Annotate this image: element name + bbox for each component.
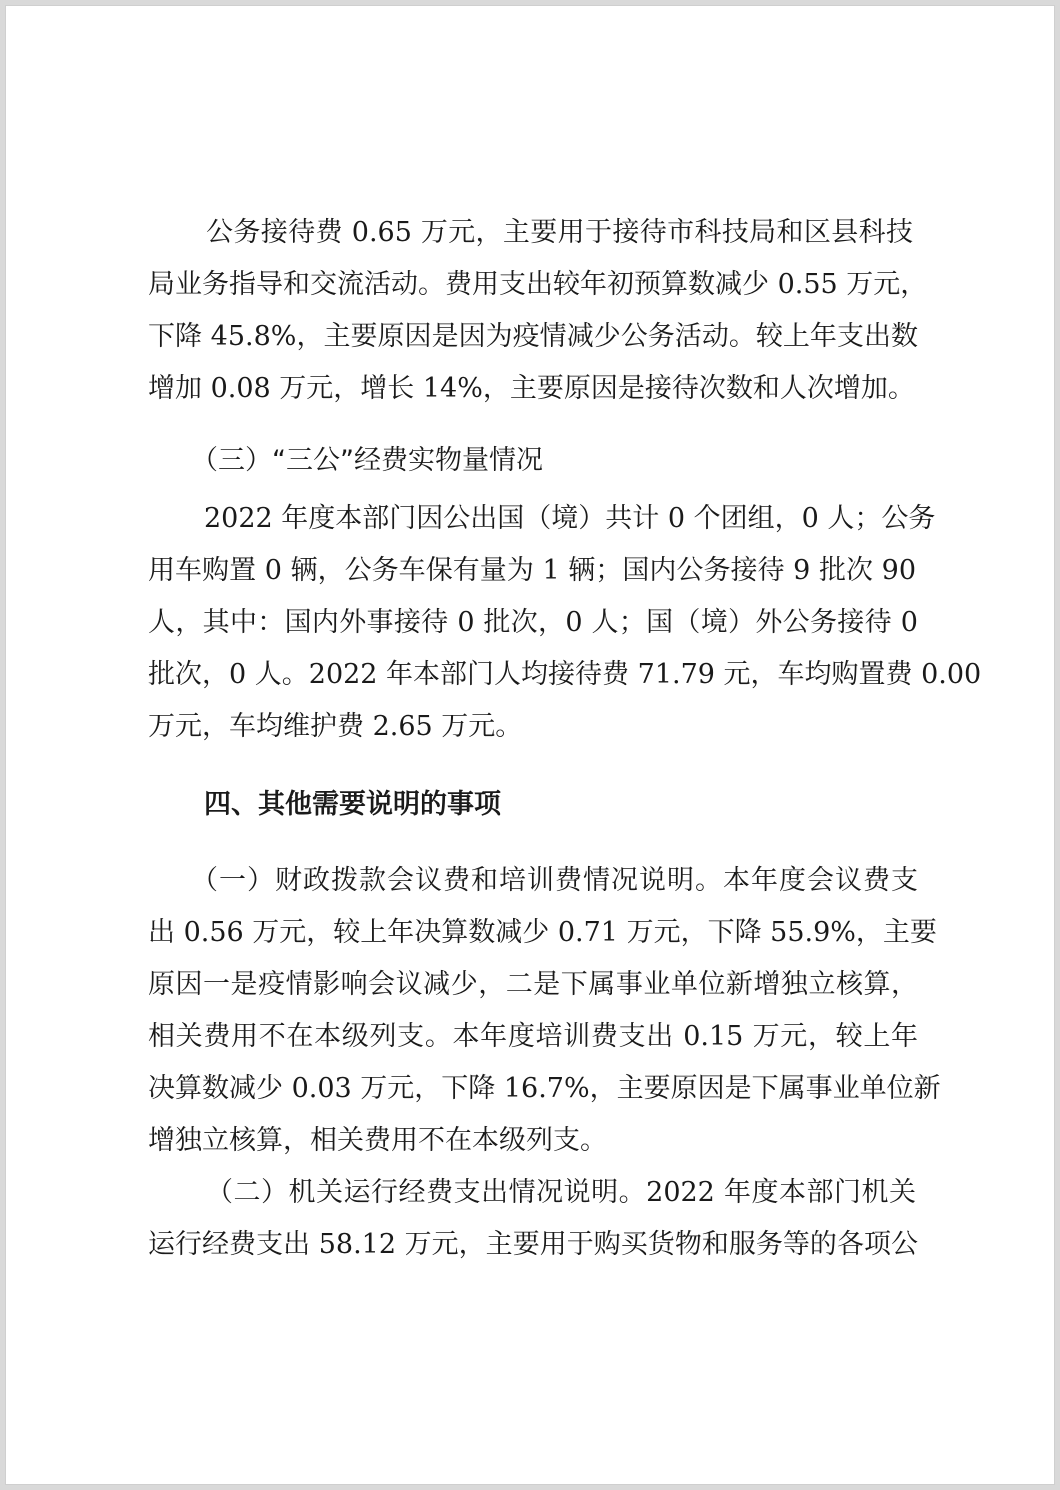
paragraph-line: 原因一是疫情影响会议减少，二是下属事业单位新增独立核算， (148, 969, 918, 1000)
paragraph-line: 决算数减少 0.03 万元，下降 16.7%，主要原因是下属事业单位新 (148, 1073, 941, 1104)
paragraph-line: 万元，车均维护费 2.65 万元。 (148, 711, 523, 742)
paragraph-line: （一）财政拨款会议费和培训费情况说明。本年度会议费支 (191, 865, 918, 896)
paragraph-line: （二）机关运行经费支出情况说明。2022 年度本部门机关 (206, 1177, 916, 1208)
paragraph-line: 出 0.56 万元，较上年决算数减少 0.71 万元，下降 55.9%，主要 (148, 917, 937, 948)
paragraph-line: 下降 45.8%，主要原因是因为疫情减少公务活动。较上年支出数 (148, 321, 918, 352)
document-page (5, 5, 1055, 1485)
paragraph-line: 局业务指导和交流活动。费用支出较年初预算数减少 0.55 万元， (148, 269, 928, 300)
paragraph-line: 相关费用不在本级列支。本年度培训费支出 0.15 万元，较上年 (148, 1021, 918, 1052)
paragraph-line: 批次，0 人。2022 年本部门人均接待费 71.79 元，车均购置费 0.00 (148, 659, 982, 690)
paragraph-line: 公务接待费 0.65 万元，主要用于接待市科技局和区县科技 (206, 217, 913, 248)
section-heading: 四、其他需要说明的事项 (204, 789, 501, 820)
paragraph-line: 2022 年度本部门因公出国（境）共计 0 个团组，0 人；公务 (204, 503, 936, 534)
paragraph-line: 增加 0.08 万元，增长 14%，主要原因是接待次数和人次增加。 (148, 373, 915, 404)
paragraph-line: 运行经费支出 58.12 万元，主要用于购买货物和服务等的各项公 (148, 1229, 918, 1260)
paragraph-line: 人，其中：国内外事接待 0 批次，0 人；国（境）外公务接待 0 (148, 607, 918, 638)
paragraph-line: 增独立核算，相关费用不在本级列支。 (148, 1125, 607, 1156)
section-heading: （三）“三公”经费实物量情况 (191, 445, 543, 476)
paragraph-line: 用车购置 0 辆，公务车保有量为 1 辆；国内公务接待 9 批次 90 (148, 555, 916, 586)
